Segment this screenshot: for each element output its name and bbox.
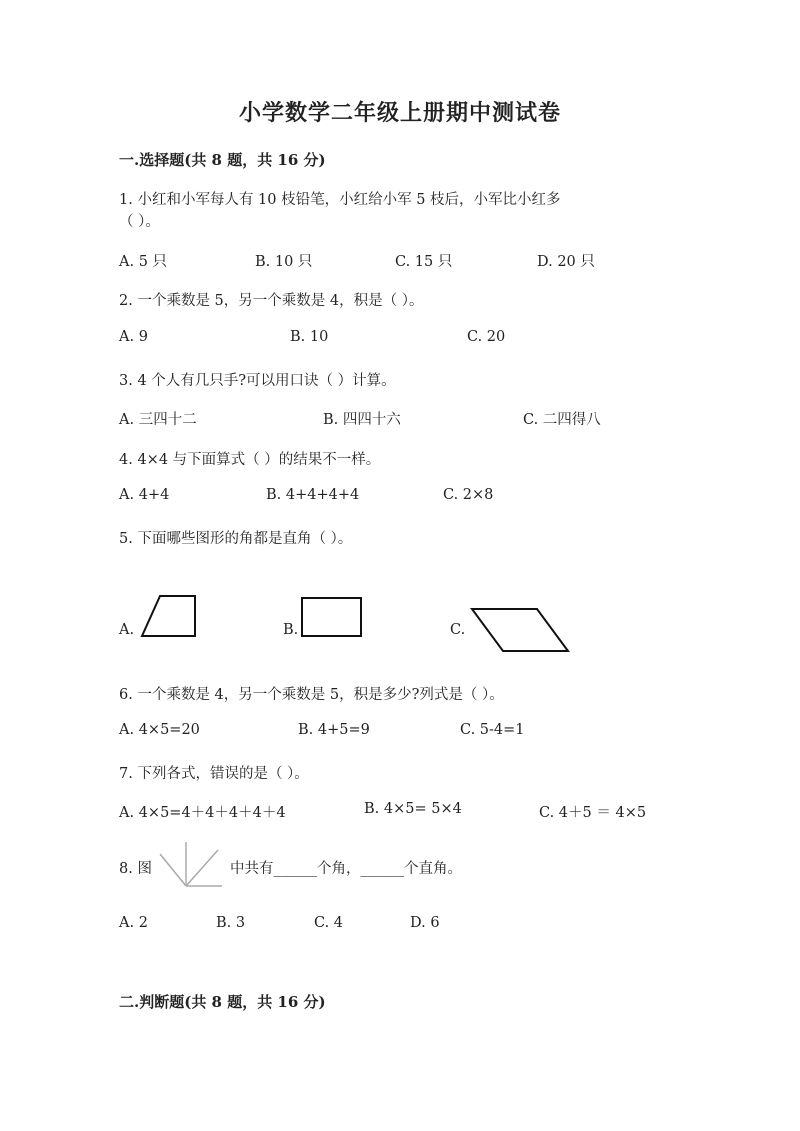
question-8-option-d: D. 6 [410, 915, 440, 931]
question-2-option-a: A. 9 [119, 329, 148, 345]
question-4-text: 4. 4×4 与下面算式（ ）的结果不一样。 [119, 452, 381, 468]
question-1-text: 1. 小红和小军每人有 10 枝铅笔，小红给小军 5 枝后，小军比小红多 [119, 192, 561, 208]
question-5-text: 5. 下面哪些图形的角都是直角（ ）。 [119, 531, 353, 547]
question-6-text: 6. 一个乘数是 4，另一个乘数是 5，积是多少?列式是（ ）。 [119, 687, 504, 703]
question-2-text: 2. 一个乘数是 5，另一个乘数是 4，积是（ ）。 [119, 293, 424, 309]
question-1-option-d: D. 20 只 [537, 254, 595, 270]
trapezoid-shape [140, 594, 200, 638]
question-7-option-a: A. 4×5=4＋4＋4＋4＋4 [119, 805, 286, 821]
question-5-option-b: B. [283, 622, 299, 638]
question-5-option-c: C. [450, 622, 466, 638]
question-6-option-b: B. 4+5=9 [298, 722, 370, 738]
question-3-option-a: A. 三四十二 [119, 412, 197, 428]
question-5-option-a: A. [119, 622, 135, 638]
question-7-option-b: B. 4×5= 5×4 [364, 801, 462, 817]
question-8-text-prefix: 8. 图 [119, 861, 152, 877]
question-1-option-a: A. 5 只 [119, 254, 168, 270]
question-3-text: 3. 4 个人有几只手?可以用口诀（ ）计算。 [119, 373, 396, 389]
question-7-text: 7. 下列各式，错误的是（ ）。 [119, 766, 309, 782]
question-3-option-c: C. 二四得八 [523, 412, 601, 428]
question-1-option-c: C. 15 只 [395, 254, 453, 270]
question-6-option-c: C. 5-4=1 [460, 722, 525, 738]
question-6-option-a: A. 4×5=20 [119, 722, 200, 738]
question-7-option-c: C. 4＋5 ＝ 4×5 [539, 805, 647, 821]
parallelogram-shape [470, 606, 572, 654]
question-2-option-b: B. 10 [290, 329, 329, 345]
question-4-option-a: A. 4+4 [119, 487, 170, 503]
section-heading-choice: 一.选择题(共 8 题，共 16 分) [119, 151, 326, 169]
question-2-option-c: C. 20 [467, 329, 506, 345]
question-8-option-b: B. 3 [216, 915, 246, 931]
question-4-option-c: C. 2×8 [443, 487, 494, 503]
page-title: 小学数学二年级上册期中测试卷 [238, 100, 561, 126]
question-8-option-c: C. 4 [314, 915, 344, 931]
question-1-text-continued: （ ）。 [119, 214, 160, 230]
question-8-option-a: A. 2 [119, 915, 148, 931]
angle-rays-figure [158, 840, 224, 890]
question-1-option-b: B. 10 只 [255, 254, 313, 270]
question-3-option-b: B. 四四十六 [323, 412, 401, 428]
section-heading-judgment: 二.判断题(共 8 题，共 16 分) [119, 993, 326, 1011]
question-4-option-b: B. 4+4+4+4 [266, 487, 360, 503]
question-8-text-suffix: 中共有______个角，______个直角。 [230, 861, 462, 877]
rectangle-shape [300, 596, 364, 638]
